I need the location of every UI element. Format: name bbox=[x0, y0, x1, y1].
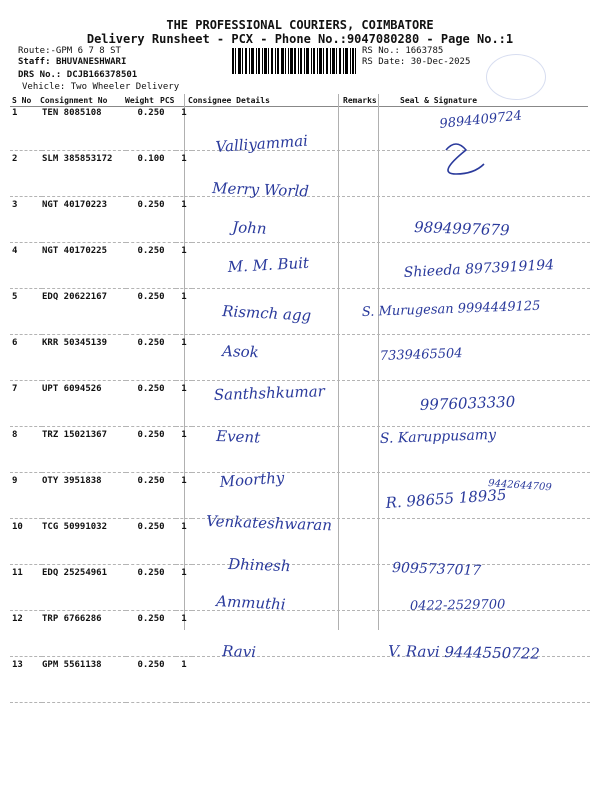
handwritten-name: Venkateshwaran bbox=[205, 512, 333, 535]
row-sno: 4 bbox=[12, 246, 18, 256]
handwritten-name: M. M. Buit bbox=[227, 253, 310, 276]
col-remarks: Remarks bbox=[343, 96, 377, 105]
row-weight: 0.250 bbox=[137, 614, 165, 624]
handwritten-signature: 9095737017 bbox=[391, 560, 482, 580]
handwritten-signature: 7339465504 bbox=[379, 346, 463, 364]
row-pcs: 1 bbox=[181, 200, 187, 210]
row-consignment: NGT 40170225 bbox=[42, 246, 108, 256]
row-sno: 12 bbox=[12, 614, 23, 624]
row-pcs: 1 bbox=[181, 568, 187, 578]
row-consignment: SLM 385853172 bbox=[42, 154, 113, 164]
row-consignment: EDQ 25254961 bbox=[42, 568, 108, 578]
row-weight: 0.250 bbox=[137, 200, 165, 210]
handwritten-name: Moorthy bbox=[219, 468, 285, 491]
row-consignment: TCG 50991032 bbox=[42, 522, 108, 532]
row-pcs: 1 bbox=[181, 614, 187, 624]
row-weight: 0.250 bbox=[137, 384, 165, 394]
row-pcs: 1 bbox=[181, 522, 187, 532]
col-pcs: PCS bbox=[160, 96, 175, 105]
row-sno: 7 bbox=[12, 384, 18, 394]
row-weight: 0.250 bbox=[137, 338, 165, 348]
handwritten-signature: Shieeda 8973919194 bbox=[403, 257, 555, 281]
rs-number: RS No.: 1663785 bbox=[362, 46, 444, 56]
handwritten-name: Event bbox=[215, 427, 261, 447]
row-sno: 1 bbox=[12, 108, 18, 118]
handwritten-signature: 9894997679 bbox=[413, 218, 510, 240]
row-pcs: 1 bbox=[181, 246, 187, 256]
row-sno: 6 bbox=[12, 338, 18, 348]
runsheet-title: THE PROFESSIONAL COURIERS, COIMBATORE bbox=[166, 18, 434, 32]
staff-label: Staff: bbox=[18, 57, 51, 67]
row-sno: 10 bbox=[12, 522, 23, 532]
handwritten-name: Merry World bbox=[211, 179, 310, 201]
col-signature: Seal & Signature bbox=[400, 96, 478, 105]
row-pcs: 1 bbox=[181, 108, 187, 118]
handwritten-name: Santhshkumar bbox=[213, 382, 326, 404]
handwritten-signature: V. Ravi 9444550722 bbox=[387, 642, 541, 663]
row-consignment: OTY 3951838 bbox=[42, 476, 102, 486]
row-consignment: NGT 40170223 bbox=[42, 200, 108, 210]
handwritten-name: John bbox=[231, 218, 268, 238]
handwritten-name: Ravi bbox=[221, 642, 257, 662]
row-weight: 0.250 bbox=[137, 292, 165, 302]
row-sno: 3 bbox=[12, 200, 18, 210]
handwritten-signature: 9976033330 bbox=[419, 392, 516, 414]
col-consignment: Consignment No bbox=[40, 96, 108, 105]
row-weight: 0.250 bbox=[137, 568, 165, 578]
handwritten-signature: R. 98655 18935 bbox=[385, 485, 508, 512]
row-consignment: TRZ 15021367 bbox=[42, 430, 108, 440]
row-consignment: EDQ 20622167 bbox=[42, 292, 108, 302]
row-pcs: 1 bbox=[181, 384, 187, 394]
handwritten-signature: 9894409724 bbox=[438, 108, 523, 132]
row-weight: 0.250 bbox=[137, 430, 165, 440]
handwritten-name: Ammuthi bbox=[215, 592, 287, 614]
row-weight: 0.250 bbox=[137, 108, 165, 118]
row-consignment: TRP 6766286 bbox=[42, 614, 102, 624]
row-weight: 0.250 bbox=[137, 522, 165, 532]
row-sno: 5 bbox=[12, 292, 18, 302]
row-sno: 2 bbox=[12, 154, 18, 164]
col-consignee: Consignee Details bbox=[188, 96, 270, 105]
row-pcs: 1 bbox=[181, 292, 187, 302]
handwritten-name: Dhinesh bbox=[227, 555, 291, 576]
row-weight: 0.250 bbox=[137, 660, 165, 670]
row-consignment: UPT 6094526 bbox=[42, 384, 102, 394]
row-sno: 11 bbox=[12, 568, 23, 578]
row-weight: 0.100 bbox=[137, 154, 165, 164]
vehicle-label: Vehicle: Two Wheeler Delivery bbox=[22, 82, 180, 92]
drs-label: DRS No.: bbox=[18, 70, 62, 80]
row-sno: 9 bbox=[12, 476, 18, 486]
row-pcs: 1 bbox=[181, 430, 187, 440]
row-weight: 0.250 bbox=[137, 246, 165, 256]
handwritten-signature: 9442644709 bbox=[487, 478, 553, 494]
row-consignment: KRR 50345139 bbox=[42, 338, 108, 348]
handwritten-signature: S. Murugesan 9994449125 bbox=[361, 298, 541, 320]
row-sno: 13 bbox=[12, 660, 23, 670]
staff-value: BHUVANESHWARI bbox=[55, 57, 127, 67]
handwritten-name: Valliyammai bbox=[215, 131, 309, 156]
handwritten-signature: 0422-2529700 bbox=[409, 597, 506, 614]
col-sno: S No bbox=[12, 96, 32, 105]
handwritten-name: Asok bbox=[221, 342, 260, 362]
row-weight: 0.250 bbox=[137, 476, 165, 486]
rs-date: RS Date: 30-Dec-2025 bbox=[362, 57, 471, 67]
handwritten-name: Rismch agg bbox=[221, 302, 312, 325]
col-weight: Weight bbox=[125, 96, 154, 105]
row-pcs: 1 bbox=[181, 338, 187, 348]
drs-value: DCJB166378501 bbox=[66, 70, 138, 80]
route-label: Route:-GPM 6 7 8 ST bbox=[18, 46, 121, 56]
row-consignment: TEN 8085108 bbox=[42, 108, 102, 118]
row-consignment: GPM 5561138 bbox=[42, 660, 102, 670]
row-pcs: 1 bbox=[181, 154, 187, 164]
row-pcs: 1 bbox=[181, 660, 187, 670]
handwritten-signature: S. Karuppusamy bbox=[379, 426, 497, 447]
signature-scribble bbox=[446, 144, 484, 174]
row-pcs: 1 bbox=[181, 476, 187, 486]
runsheet-subtitle: Delivery Runsheet - PCX - Phone No.:9047080280 - Page No.:1 bbox=[86, 32, 514, 46]
row-sno: 8 bbox=[12, 430, 18, 440]
